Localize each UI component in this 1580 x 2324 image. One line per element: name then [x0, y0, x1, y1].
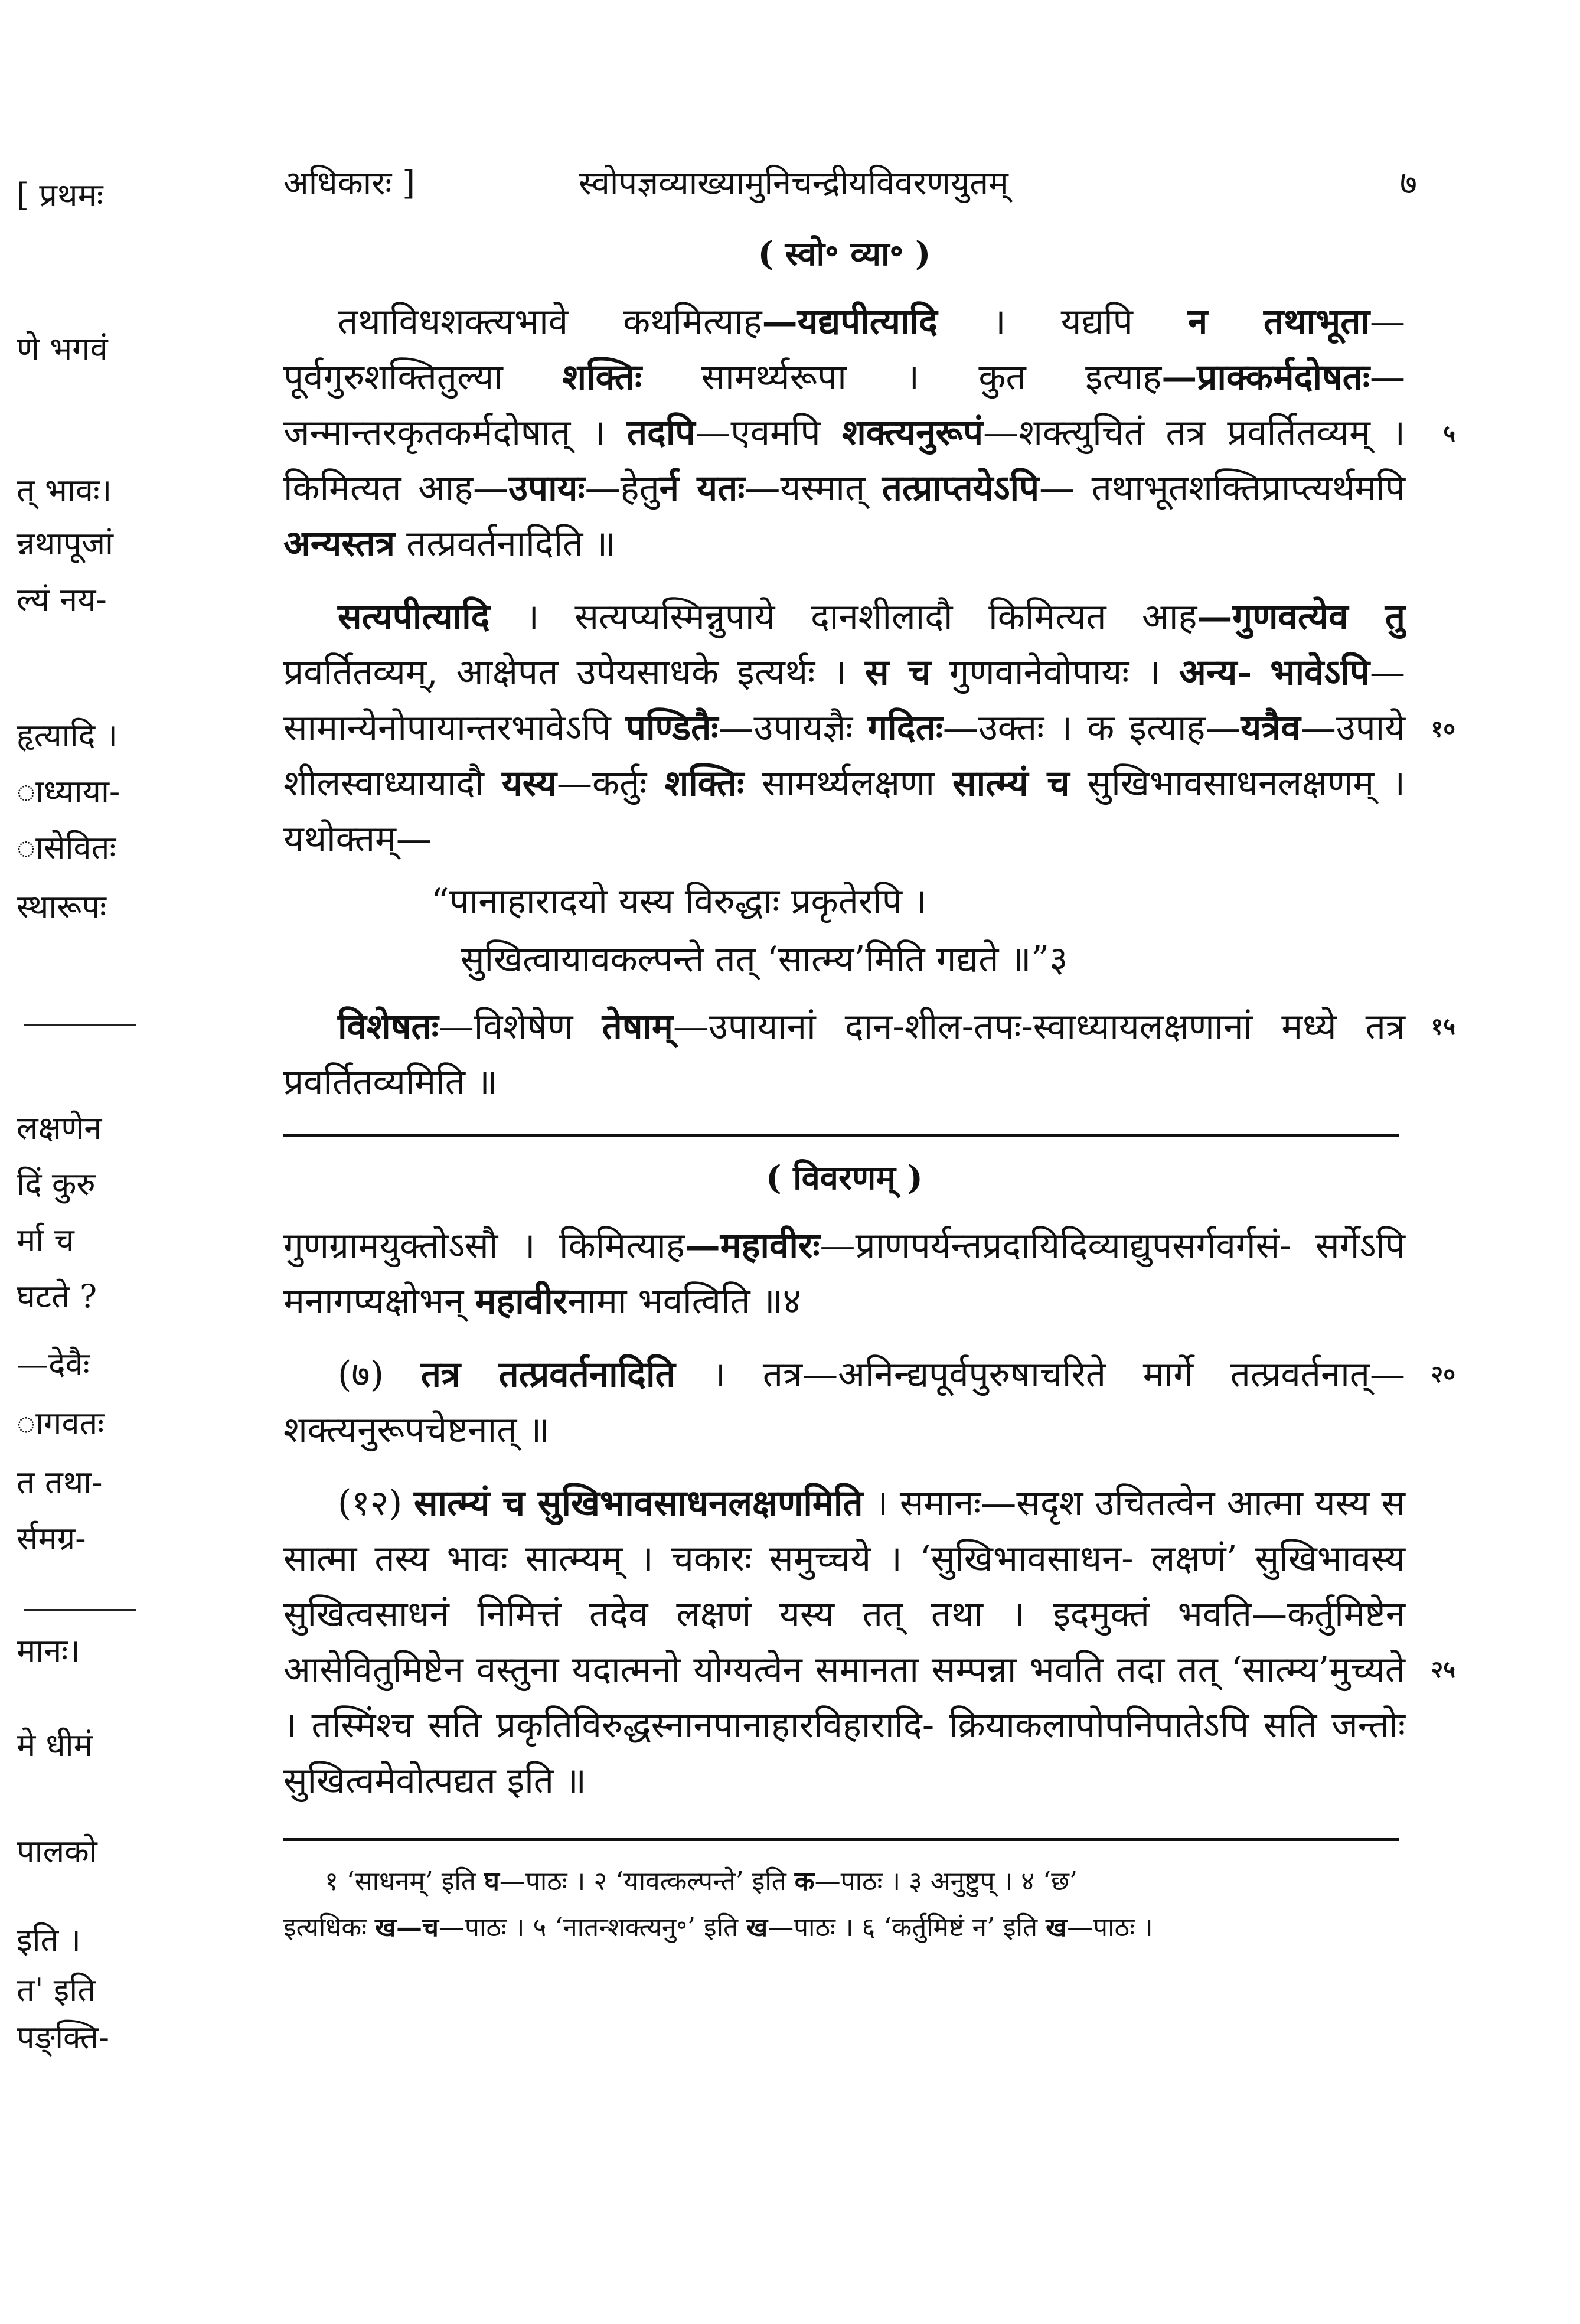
text-run: सामर्थ्यलक्षणा	[744, 763, 935, 804]
text-run: लक्षणं’ सुखिभावस्य सुखित्वसाधनं निमित्तं तदेव लक्षणं यस्य तत् तथा । इदमुक्तं	[283, 1538, 1405, 1635]
text-run: सुखिभावसाधनलक्षणम् । यथोक्तम्—	[283, 763, 1405, 860]
margin-fragment: हृत्यादि ।	[17, 717, 117, 754]
bold-term: सत्यपीत्यादि	[338, 596, 490, 638]
bold-term: अन्य-	[1179, 652, 1252, 693]
text-run: —	[1370, 357, 1405, 398]
line-number: २५	[1431, 1656, 1455, 1683]
paragraph-text	[283, 596, 1405, 860]
margin-fragment: ासेवितः	[17, 829, 116, 866]
paragraph-text	[283, 1483, 1405, 1801]
text-run: —कर्तुः	[556, 763, 665, 804]
text-run: शक्त्यनुरूपचेष्टनात् ॥	[283, 1409, 550, 1451]
margin-fragment: पङ्क्ति-	[17, 2019, 110, 2056]
text-run: नामा भवत्विति ॥४	[567, 1281, 801, 1322]
text-run: तथाविधशक्त्यभावे कथमित्याह	[338, 301, 762, 342]
margin-fragment: दिं कुरु	[17, 1166, 96, 1203]
text-run: । समानः—सदृश उचितत्वेन	[863, 1483, 1215, 1524]
margin-fragment: लक्षणेन	[17, 1109, 102, 1147]
section-heading: ( स्वो॰ व्या॰ )	[758, 234, 931, 273]
vivarana-paragraph	[283, 1476, 1455, 1809]
bold-term: भावेऽपि	[1270, 652, 1370, 693]
margin-fragment: न्नथापूजां	[17, 525, 113, 562]
text-run: तत्प्रवर्तनादिति ॥	[395, 523, 616, 564]
margin-fragment: ागवतः	[17, 1405, 105, 1442]
text-run: —विशेषेण	[438, 1006, 602, 1047]
bold-term: घ	[484, 1866, 500, 1897]
text-run: इत्याह—	[1129, 707, 1241, 749]
margin-fragment: र्मा च	[17, 1222, 74, 1259]
margin-rule	[24, 1609, 136, 1611]
bold-term: उपायः	[508, 468, 585, 509]
text-run: —उपायानां दान-शील-तपः-स्वाध्यायलक्षणानां	[673, 1006, 1253, 1047]
bold-term: —यद्यपीत्यादि	[762, 301, 938, 342]
text-run: मध्ये तत्र प्रवर्तितव्यमिति ॥	[283, 1006, 1405, 1103]
text-run: —उपायज्ञैः	[718, 707, 868, 749]
bold-term: न तथाभूता	[1187, 301, 1370, 342]
text-run: प्रवर्तितव्यम्, आक्षेपत उपेयसाधके इत्यर्थः ।	[283, 652, 865, 693]
margin-fragment: त' इति	[17, 1972, 96, 2009]
text-run: —शक्त्युचितं तत्र	[983, 412, 1206, 453]
bold-term: स च	[865, 652, 931, 693]
line-number: १५	[1431, 1013, 1455, 1040]
commentary-paragraph	[283, 999, 1455, 1110]
page-body	[283, 159, 1455, 1951]
verse-line: “पानाहारादयो यस्य विरुद्धाः प्रकृतेरपि ।	[431, 881, 927, 922]
margin-fragment: णे भगवं	[17, 330, 108, 367]
margin-fragment: त् भावः।	[17, 472, 112, 509]
text-run: । सत्यप्यस्मिन्नुपाये दानशीलादौ किमित्यत आह	[489, 596, 1197, 638]
text-run: —प्राणपर्यन्तप्रदायिदिव्याद्युपसर्गवर्गसं-	[820, 1225, 1292, 1267]
text-run: भवति—कर्तुमिष्टेन आसेवितुमिष्टेन वस्तुना यदात्मनो योग्यत्वेन समानता सम्पन्ना	[283, 1594, 1405, 1690]
bold-term: —गुणवत्येव तु	[1197, 596, 1405, 638]
bold-term: तेषाम्	[602, 1006, 673, 1047]
bold-term: महावीर	[475, 1281, 568, 1322]
text-run: गुणवानेवोपायः ।	[931, 652, 1180, 693]
bold-term: क	[794, 1866, 815, 1897]
commentary-paragraph	[283, 589, 1455, 867]
text-run: —पाठः । ६ ‘कर्तुमिष्टं न’ इति	[768, 1912, 1046, 1943]
bold-term: यस्य	[502, 763, 557, 804]
bold-term: गदितः	[867, 707, 943, 749]
margin-fragment: इति ।	[17, 1921, 81, 1959]
bold-term: ख	[746, 1912, 768, 1943]
bold-term: तत्र तत्प्रवर्तनादिति	[420, 1354, 675, 1395]
text-run: —पाठः । ३ अनुष्टुप् । ४ ‘छ’	[814, 1866, 1078, 1897]
margin-fragment: ाध्याया-	[17, 773, 120, 810]
margin-fragment: ल्यं नय-	[17, 581, 107, 618]
text-run: —उपाये शीलस्वाध्यायादौ	[283, 707, 1406, 804]
margin-fragment: [ प्रथमः	[17, 177, 103, 214]
footnote-line	[283, 1859, 1405, 1905]
margin-fragment: र्समग्र-	[17, 1520, 86, 1557]
text-run: —पाठः । ५ ‘नातन्शक्त्यनु॰’ इति	[438, 1912, 747, 1943]
text-run: —एवमपि	[695, 412, 842, 453]
paragraph-text	[283, 1354, 1405, 1451]
margin-fragment: मे धीमं	[17, 1726, 93, 1764]
bold-term: —प्राक्कर्मदोषतः	[1161, 357, 1370, 398]
margin-rule	[24, 1024, 136, 1026]
bold-term: यत्रैव	[1241, 707, 1301, 749]
text-run: —पाठः । २ ‘यावत्कल्पन्ते’ इति	[499, 1866, 795, 1897]
footnote-line	[283, 1905, 1405, 1951]
text-run: (७)	[338, 1354, 421, 1395]
facing-page-margin	[0, 0, 171, 2324]
text-run: गुणग्रामयुक्तोऽसौ । किमित्याह	[283, 1225, 685, 1267]
text-run: सर्गेऽपि मनागप्यक्षोभन्	[283, 1225, 1405, 1322]
margin-fragment: पालको	[17, 1833, 97, 1870]
text-run: जन्मान्तरकृतकर्मदोषात् ।	[283, 412, 627, 453]
text-run: । तत्र—अनिन्द्यपूर्वपुरुषाचरिते मार्गे तत्प्रवर्तनात्—	[675, 1354, 1405, 1395]
text-run: (१२)	[338, 1483, 414, 1524]
paragraph-text	[283, 1006, 1405, 1103]
text-run: क्रियाकलापोपनिपातेऽपि सति जन्तोः सुखित्वमेवोत्पद्यत इति ॥	[283, 1705, 1405, 1801]
bold-term: र्न यतः	[659, 468, 745, 509]
text-run: —	[1369, 301, 1405, 342]
text-run: —उक्तः । क	[942, 707, 1115, 749]
bold-term: तदपि	[626, 412, 696, 453]
vivarana-paragraph	[283, 1218, 1405, 1329]
text-run: प्रवर्तितव्यम् । किमित्यत आह—	[283, 412, 1406, 509]
bold-term: शक्तिः	[562, 357, 642, 398]
bold-term: —महावीरः	[684, 1225, 820, 1267]
line-number: २०	[1431, 1361, 1455, 1388]
paragraph-text	[283, 1225, 1405, 1322]
section-divider	[283, 1134, 1399, 1137]
bold-term: सात्म्यं च सुखिभावसाधनलक्षणमिति	[414, 1483, 863, 1524]
text-run: भवति तदा तत् ‘सात्म्य’मुच्यते । तस्मिंश्च सति प्रकृतिविरुद्धस्नानपानाहारविहारादि-	[283, 1649, 1405, 1746]
margin-fragment: —देवैः	[17, 1346, 90, 1383]
text-run: इत्यधिकः	[283, 1912, 376, 1943]
page-number: ७	[1399, 164, 1417, 203]
bold-term: सात्म्यं च	[952, 763, 1070, 804]
footnotes	[283, 1859, 1405, 1951]
chapter-label: अधिकारः ]	[283, 164, 416, 203]
text-run: १ ‘साधनम्’ इति	[325, 1866, 484, 1897]
margin-fragment: घटते ?	[17, 1278, 97, 1315]
line-number: १०	[1431, 716, 1455, 743]
margin-fragment: त तथा-	[17, 1464, 103, 1501]
text-run: सामर्थ्यरूपा । कुत इत्याह	[642, 357, 1162, 398]
text-run: । यद्यपि	[937, 301, 1188, 342]
text-run: तथाभूतशक्तिप्राप्त्यर्थमपि	[1091, 468, 1406, 509]
bold-term: ख—च	[375, 1912, 439, 1943]
verse-line: सुखित्वायावकल्पन्ते तत् ‘सात्म्य’मिति गद्यते ॥”३	[461, 939, 1068, 980]
margin-fragment: स्थारूपः	[17, 888, 106, 925]
bold-term: तत्प्राप्तयेऽपि	[882, 468, 1040, 509]
book-title: स्वोपज्ञव्याख्यामुनिचन्द्रीयविवरणयुतम्	[579, 164, 1008, 203]
text-run: —पाठः ।	[1067, 1912, 1153, 1943]
bold-term: शक्त्यनुरूपं	[841, 412, 984, 453]
vivarana-paragraph	[283, 1347, 1455, 1458]
text-run: —यस्मात्	[745, 468, 882, 509]
text-run: —हेतु	[585, 468, 660, 509]
line-number: ५	[1443, 420, 1455, 448]
bold-term: पण्डितैः	[625, 707, 719, 749]
margin-fragment: मानः।	[17, 1632, 80, 1669]
bold-term: विशेषतः	[338, 1006, 439, 1047]
text-run: पूर्वगुरुशक्तितुल्या	[283, 357, 563, 398]
bold-term: ख	[1046, 1912, 1068, 1943]
quoted-verse	[283, 873, 1405, 988]
text-run: आत्मा यस्य स सात्मा तस्य भावः सात्म्यम् । चकारः समुच्चये । ‘सुखिभावसाधन-	[283, 1483, 1405, 1579]
commentary-paragraph	[283, 294, 1455, 572]
bold-term: शक्तिः	[664, 763, 745, 804]
footnote-divider	[283, 1838, 1399, 1841]
text-run: —	[1039, 468, 1075, 509]
paragraph-text	[283, 301, 1405, 564]
text-run: —सामान्येनोपायान्तरभावेऽपि	[283, 652, 1405, 749]
running-head	[283, 159, 1417, 207]
bold-term: अन्यस्तत्र	[283, 523, 395, 564]
section-heading: ( विवरणम् )	[766, 1158, 923, 1197]
